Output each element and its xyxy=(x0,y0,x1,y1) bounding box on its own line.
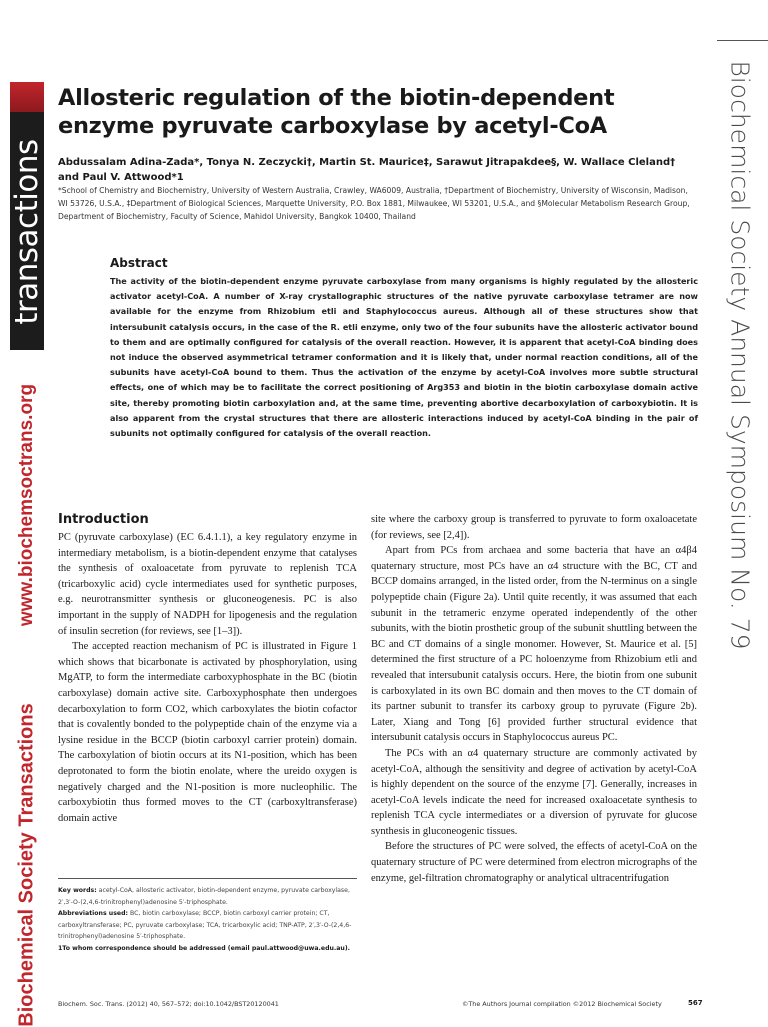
body-paragraph: Apart from PCs from archaea and some bacteria that have an α4β4 quaternary structure, most PCs have an α4 structure with the BC, CT and BCCP domains arranged, in the listed order, from the N-terminus on a single polypeptide chain (Figure 2a). Until quite recently, it was assumed that each subunit in the tetrameric enzyme operated independently of the other subunits, with the biotin prosthetic group of the subunit shuttling between the BC and CT domains of a single monomer. However, St. Maurice et al. [5] determined the first structure of a PC holoenzyme from Rhizobium etli and revealed that intersubunit catalysis occurs. Here, the biotin from one subunit is carboxylated in its own BC domain and then moves to the CT domain of its partner subunit to transfer its carboxy group to pyruvate (Figure 2b). Later, Xiang and Tong [6] provided further structural evidence that intersubunit catalysis occurs in Staphylococcus aureus PC. xyxy=(371,545,697,744)
logo-text: transactions xyxy=(9,139,45,325)
intro-paragraph: PC (pyruvate carboxylase) (EC 6.4.1.1), a key regulatory enzyme in intermediary metabolism, is a biotin-dependent enzyme that catalyses the synthesis of oxaloacetate from pyruvate to replenish TCA (tricarboxylic acid) cycle intermediates used for synthetic purposes, e.g. neurotransmitter synthesis or gluconeogenesis. PC is also important in the supply of NADPH for lipogenesis and the regulation of insulin secretion (for reviews, see [1–3]). xyxy=(58,532,357,637)
abstract-heading: Abstract xyxy=(110,256,168,270)
keywords-note xyxy=(58,885,357,908)
left-column xyxy=(58,512,357,826)
copyright-footer: ©The Authors Journal compilation ©2012 Biochemical Society xyxy=(462,1000,662,1008)
correspondence-note xyxy=(58,943,357,955)
body-paragraph: The PCs with an α4 quaternary structure are commonly activated by acetyl-CoA, although the sensitivity and degree of activation by acetyl-CoA is highly dependent on the source of the enzyme [7]. Generally, increases in acetyl-CoA levels indicate the need for increased oxaloacetate synthesis to replenish TCA cycle intermediates or a diversion of pyruvate for glucose synthesis in gluconeogenic tissues. xyxy=(371,747,697,837)
introduction-heading: Introduction xyxy=(58,512,149,527)
symposium-title: Biochemical Society Annual Symposium No. 79 xyxy=(725,60,755,650)
affiliations: *School of Chemistry and Biochemistry, University of Western Australia, Crawley, WA6009, Australia, †Department of Biochemistry, University of Wisconsin, Madison, WI 53726, U.S.A., ‡Department of Biological Sciences, Marquette University, P.O. Box 1881, Milwaukee, WI 53201, U.S.A., and §Molecular Metabolism Research Group, Department of Biochemistry, Faculty of Science, Mahidol University, Bangkok 10400, Thailand xyxy=(58,186,690,221)
article-title: Allosteric regulation of the biotin-dependent enzyme pyruvate carboxylase by acetyl-CoA xyxy=(58,85,615,139)
abbreviations-text: BC, biotin carboxylase; BCCP, biotin carboxyl carrier protein; CT, carboxyltransferase; PC, pyruvate carboxylase; TCA, tricarboxylic acid; TNP-ATP, 2′,3′-O-(2,4,6-trinitrophenyl)adenosine 5′-triphosphate. xyxy=(58,910,352,940)
intro-paragraph: The accepted reaction mechanism of PC is illustrated in Figure 1 which shows that bicarbonate is activated by phosphorylation, using MgATP, to form the intermediate carboxyphosphate in the BC (biotin carboxylase) domain active site. Carboxyphosphate then undergoes decarboxylation to form CO2, which carboxylates the biotin cofactor that is covalently bonded to the polypeptide chain of the enzyme via a lysine residue in the BCCP (biotin carboxyl carrier protein) domain. The carboxylation of biotin occurs at its N1-position, which has been deprotonated to form the biotin enolate, where the ureido oxygen is negatively charged and the N1-position is more nucleophilic. The carboxybiotin thus formed moves to the CT (carboxyltransferase) domain active xyxy=(58,641,357,824)
footnote-rule xyxy=(58,878,357,879)
abbreviations-label: Abbreviations used: xyxy=(58,910,128,917)
author-list: Abdussalam Adina-Zada*, Tonya N. Zeczycki†, Martin St. Maurice‡, Sarawut Jitrapakdee§, W. Wallace Cleland† and Paul V. Attwood*1 xyxy=(58,157,676,183)
logo-red-band xyxy=(10,82,44,112)
keywords-label: Key words: xyxy=(58,887,97,894)
symposium-rule xyxy=(717,40,768,41)
abstract-body: The activity of the biotin-dependent enzyme pyruvate carboxylase from many organisms is highly regulated by the allosteric activator acetyl-CoA. A number of X-ray crystallographic structures of the native pyruvate carboxylase tetramer are now available for the enzyme from Rhizobium etli and Staphylococcus aureus. Although all of these structures show that intersubunit catalysis occurs, in the case of the R. etli enzyme, only two of the four subunits have the allosteric activator bound to them and are optimally configured for catalysis of the overall reaction. However, it is apparent that acetyl-CoA binding does not induce the observed asymmetrical tetramer conformation and it is likely that, under normal reaction conditions, all of the subunits have acetyl-CoA bound to them. Thus the activation of the enzyme by acetyl-CoA involves more subtle structural effects, one of which may be to facilitate the correct positioning of Arg353 and biotin in the biotin carboxylase domain active site, thereby promoting biotin carboxylation and, at the same time, preventing abortive decarboxylation of carboxybiotin. It is also apparent from the crystal structures that there are allosteric interactions induced by acetyl-CoA binding in the pair of subunits not optimally configured for catalysis of the overall reaction. xyxy=(110,276,698,439)
footnotes xyxy=(58,885,357,954)
citation-footer: Biochem. Soc. Trans. (2012) 40, 567–572; doi:10.1042/BST20120041 xyxy=(58,1000,279,1008)
correspondence-text[interactable]: 1To whom correspondence should be addressed (email paul.attwood@uwa.edu.au). xyxy=(58,944,351,952)
keywords-text: acetyl-CoA, allosteric activator, biotin-dependent enzyme, pyruvate carboxylase, 2′,3′-O-(2,4,6-trinitrophenyl)adenosine 5′-triphosphate. xyxy=(58,887,350,906)
abbreviations-note xyxy=(58,908,357,943)
left-sidebar xyxy=(8,80,46,1027)
body-paragraph: site where the carboxy group is transferred to pyruvate to form oxaloacetate (for reviews, see [2,4]). xyxy=(371,514,697,541)
journal-name: Biochemical Society Transactions xyxy=(15,703,38,1027)
transactions-logo xyxy=(10,82,44,350)
page-number: 567 xyxy=(688,999,703,1007)
right-column xyxy=(371,512,697,886)
journal-url[interactable]: www.biochemsoctrans.org xyxy=(16,383,37,627)
body-paragraph: Before the structures of PC were solved, the effects of acetyl-CoA on the quaternary structure of PC were determined from electron micrographs of the enzyme, gel-filtration chromatography or analytical ultracentrifugation xyxy=(371,841,697,884)
